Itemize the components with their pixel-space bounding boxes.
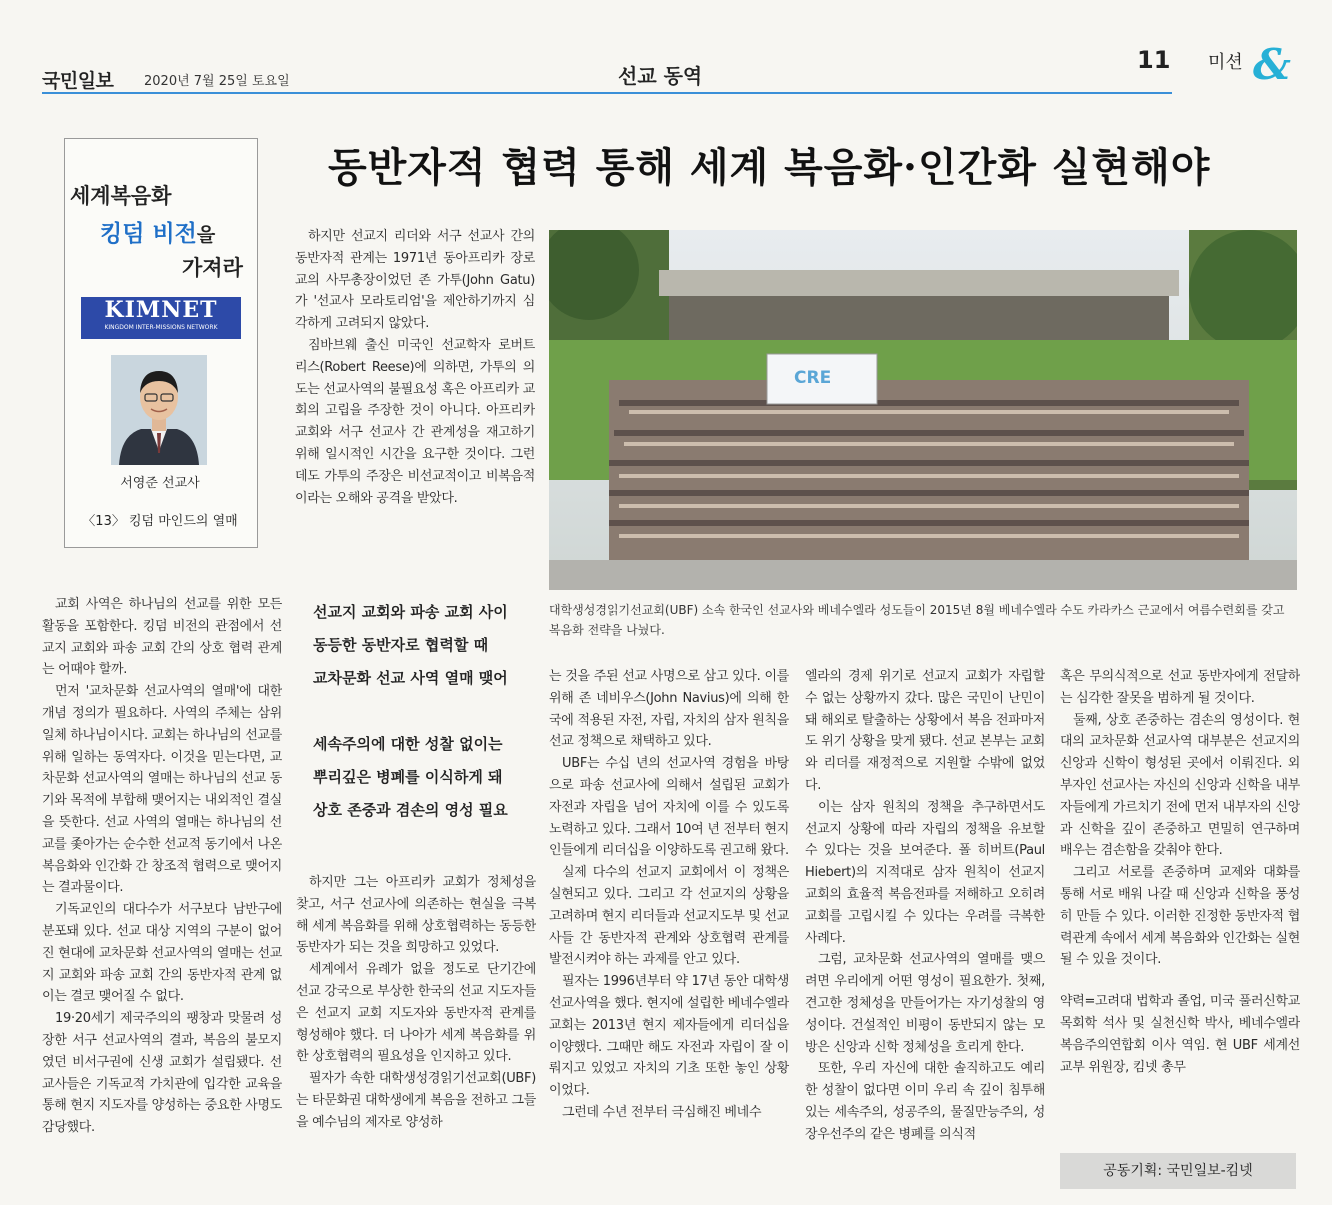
paragraph: 짐바브웨 출신 미국인 선교학자 로버트 리스(Robert Reese)에 의하면, 가투의 의도는 선교사역의 불필요성 혹은 아프리카 교회의 고립을 주장한 것이 아니다. 아프리카 교회와 서구 선교사 간 관계성을 재고하기 위해 일시적인 시간을 요구한 것이다. 그런데도 가투의 주장은 비선교적이고 비복음적이라는 오해와 공격을 받았다. <box>295 337 535 506</box>
page-number: 11 <box>1137 46 1171 74</box>
author-bio: 약력=고려대 법학과 졸업, 미국 풀러신학교 목회학 석사 및 실천신학 박사, 베네수엘라 복음주의연합회 이사 역임. 현 UBF 세계선교부 위원장, 킴넷 총무 <box>1060 994 1300 1075</box>
paragraph: 그리고 서로를 존중하며 교제와 대화를 통해 서로 배워 나갈 때 신앙과 신학을 풍성히 만들 수 있다. 이러한 진정한 동반자적 협력관계 속에서 세계 복음화와 인간화는 실현될 수 있을 것이다. <box>1060 865 1300 968</box>
paragraph: 또한, 우리 자신에 대한 솔직하고도 예리한 성찰이 없다면 이미 우리 속 깊이 침투해 있는 세속주의, 성공주의, 물질만능주의, 성장우선주의 같은 병폐를 의식적 <box>805 1061 1045 1142</box>
headline: 동반자적 협력 통해 세계 복음화·인간화 실현해야 <box>328 144 1211 191</box>
column-title-suffix: 을 <box>196 224 216 246</box>
paragraph: 필자가 속한 대학생성경읽기선교회(UBF)는 타문화권 대학생에게 복음을 전하고 그들을 예수님의 제자로 양성하 <box>296 1071 536 1130</box>
author-portrait <box>111 355 207 465</box>
paragraph: 하지만 선교지 리더와 서구 선교사 간의 동반자적 관계는 1971년 동아프리카 장로교의 사무총장이었던 존 가투(John Gatu)가 '선교사 모라토리엄'을 제안하기까지 심각하게 고려되지 않았다. <box>295 229 535 332</box>
pull-quote-line: 상호 존중과 겸손의 영성 필요 <box>313 801 508 819</box>
pull-quote-line: 세속주의에 대한 성찰 없이는 <box>313 735 503 753</box>
pull-quote-line: 선교지 교회와 파송 교회 사이 <box>313 603 508 621</box>
paragraph: 실제 다수의 선교지 교회에서 이 정책은 실현되고 있다. 그리고 각 선교지의 상황을 고려하며 현지 리더들과 선교지도부 및 선교사들 간 동반자적 관계와 상호협력 관계를 발전시켜야 하는 과제를 안고 있다. <box>549 865 789 968</box>
author-name: 서영준 선교사 <box>120 476 200 491</box>
newspaper-masthead: 국민일보 <box>42 70 114 92</box>
paragraph: 먼저 '교차문화 선교사역의 열매'에 대한 개념 정의가 필요하다. 사역의 주체는 삼위일체 하나님이시다. 교회는 하나님의 선교를 위해 일하는 동역자다. 이것을 믿는다면, 교차문화 선교사역의 열매는 하나님의 선교 동기와 목적에 부합해 맺어지는 내외적인 결실을 뜻한다. 선교 사역의 열매는 하나님의 선교를 좇아가는 순수한 선교적 동기에서 나온 복음화와 인간화 간 창조적 협력으로 맺어지는 결과물이다. <box>42 684 282 896</box>
paragraph: 하지만 그는 아프리카 교회가 정체성을 찾고, 서구 선교사에 의존하는 현실을 극복해 세계 복음화를 위해 상호협력하는 동등한 동반자가 되는 것을 희망하고 있었다. <box>296 875 536 956</box>
pull-quote-2 <box>313 728 508 827</box>
paragraph: 둘째, 상호 존중하는 겸손의 영성이다. 현대의 교차문화 선교사역 대부분은 선교지의 신앙과 신학이 형성된 곳에서 이뤄진다. 외부자인 선교사는 자신의 신앙과 신학을 내부자들에게 가르치기 전에 먼저 내부자의 신앙과 신학을 깊이 존중하고 면밀히 연구하며 배우는 겸손함을 갖춰야 한다. <box>1060 712 1300 859</box>
paragraph: 엘라의 경제 위기로 선교지 교회가 자립할 수 없는 상황까지 갔다. 많은 국민이 난민이 돼 해외로 탈출하는 상황에서 복음 전파마저도 위기 상황을 맞게 됐다. 선교 본부는 교회와 리더를 재정적으로 지원할 수밖에 없었다. <box>805 669 1045 793</box>
paragraph: 필자는 1996년부터 약 17년 동안 대학생 선교사역을 했다. 현지에 설립한 베네수엘라 교회는 2013년 현지 제자들에게 리더십을 이양했다. 그때만 해도 자전과 자립이 잘 이뤄지고 있었고 자치의 기초 또한 놓인 상황이었다. <box>549 974 789 1099</box>
article-column-3 <box>549 666 789 1196</box>
photo-sign-text: CRE <box>794 368 832 388</box>
paragraph: 는 것을 주된 선교 사명으로 삼고 있다. 이를 위해 존 네비우스(John Navius)에 의해 한국에 적용된 자전, 자립, 자치의 삼자 원칙을 선교 정책으로 채택하고 있다. <box>549 669 789 750</box>
joint-planning-credit: 공동기획: 국민일보-킴넷 <box>1060 1153 1296 1189</box>
photo-caption: 대학생성경읽기선교회(UBF) 소속 한국인 선교사와 베네수엘라 성도들이 2015년 8월 베네수엘라 수도 카라카스 근교에서 여름수련회를 갖고 복음화 전략을 나눴다. <box>549 603 1285 637</box>
article-column-2 <box>296 872 536 1197</box>
paragraph: UBF는 수십 년의 선교사역 경험을 바탕으로 파송 선교사에 의해서 설립된 교회가 자전과 자립을 넘어 자치에 이를 수 있도록 노력하고 있다. 그래서 10여 년 전부터 현지인들에게 리더십을 이양하도록 권고해 왔다. <box>549 756 789 859</box>
section-title: 선교 동역 <box>618 64 703 88</box>
paragraph: 혹은 무의식적으로 선교 동반자에게 전달하는 심각한 잘못을 범하게 될 것이다. <box>1060 669 1300 706</box>
pull-quote-1 <box>313 596 508 695</box>
article-column-4 <box>805 666 1045 1196</box>
pull-quote-line: 동등한 동반자로 협력할 때 <box>313 636 489 654</box>
paragraph: 그럼, 교차문화 선교사역의 열매를 맺으려면 우리에게 어떤 영성이 필요한가. 첫째, 견고한 정체성을 만들어가는 자기성찰의 영성이다. 건설적인 비평이 동반되지 않는 모방은 신앙과 신학 정체성을 흐리게 한다. <box>805 952 1045 1055</box>
pull-quote-line: 뿌리깊은 병폐를 이식하게 돼 <box>313 768 503 786</box>
paragraph: 기독교인의 대다수가 서구보다 남반구에 분포돼 있다. 선교 대상 지역의 구분이 없어진 현대에 교차문화 선교사역의 열매는 선교지 교회와 파송 교회 간의 동반자적 관계 없이는 결코 맺어질 수 없다. <box>42 902 282 1005</box>
series-label: 〈13〉 킹덤 마인드의 열매 <box>82 514 238 529</box>
kimnet-logo-subtitle: KINGDOM INTER-MISSIONS NETWORK <box>104 324 218 331</box>
column-title-highlight: 킹덤 비전 <box>100 221 197 247</box>
column-title-line2 <box>100 215 215 248</box>
article-column-top <box>295 226 535 551</box>
paragraph: 세계에서 유례가 없을 정도로 단기간에 선교 강국으로 부상한 한국의 선교 지도자들은 선교지 교회 지도자와 동반자적 관계를 형성해야 했다. 더 나아가 세계 복음화를 위한 상호협력의 필요성을 인지하고 있다. <box>296 962 536 1065</box>
ampersand-logo-icon: & <box>1253 40 1291 89</box>
pull-quote-line: 교차문화 선교 사역 열매 맺어 <box>313 669 508 687</box>
paragraph: 이는 삼자 원칙의 정책을 추구하면서도 선교지 상황에 따라 자립의 정책을 유보할 수 있다는 것을 보여준다. 폴 히버트(Paul Hiebert)의 지적대로 삼자 원칙이 선교지 교회의 효율적 복음전파를 저해하고 오히려 교회를 고립시킬 수 있다는 우려를 극복한 사례다. <box>805 799 1045 946</box>
article-column-5 <box>1060 666 1300 1116</box>
header-rule <box>42 92 1172 94</box>
article-column-1 <box>42 594 282 1194</box>
issue-date: 2020년 7월 25일 토요일 <box>144 74 290 89</box>
column-title-line3: 가져라 <box>182 256 243 280</box>
group-photo <box>549 230 1297 590</box>
paragraph: 교회 사역은 하나님의 선교를 위한 모든 활동을 포함한다. 킹덤 비전의 관점에서 선교지 교회와 파송 교회 간의 상호 협력 관계는 어때야 할까. <box>42 597 282 678</box>
section-brand: 미션 <box>1208 52 1243 73</box>
column-title-line1: 세계복음화 <box>70 184 172 208</box>
paragraph: 그런데 수년 전부터 극심해진 베네수 <box>562 1104 762 1120</box>
kimnet-logo <box>81 297 241 339</box>
kimnet-logo-name: KIMNET <box>104 297 218 323</box>
paragraph: 19·20세기 제국주의의 팽창과 맞물려 성장한 서구 선교사역의 결과, 복음의 불모지였던 비서구권에 신생 교회가 설립됐다. 선교사들은 기독교적 가치관에 입각한 교육을 통해 현지 지도자를 양성하는 중요한 사명도 감당했다. <box>42 1011 282 1136</box>
